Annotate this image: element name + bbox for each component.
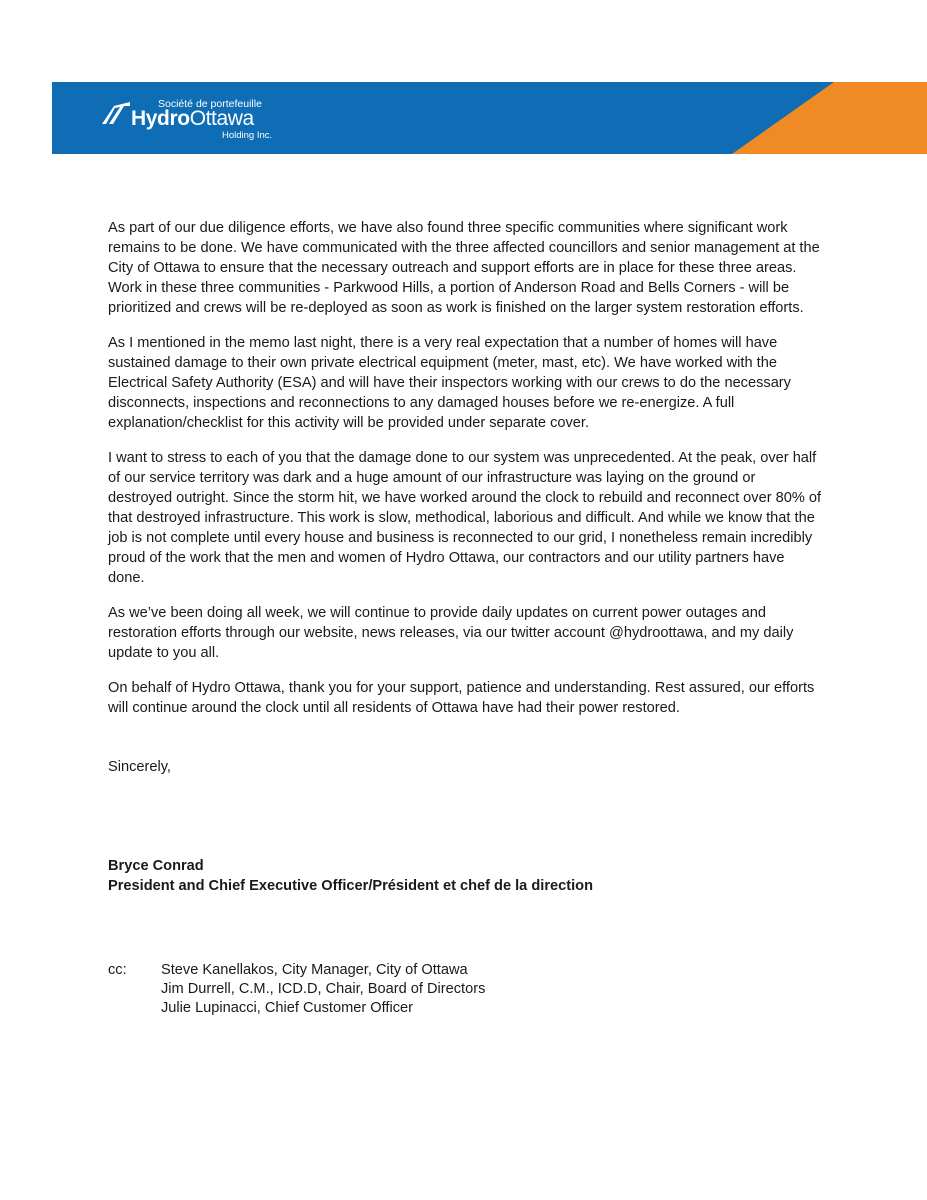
letterhead-banner — [52, 82, 927, 154]
paragraph-3: I want to stress to each of you that the damage done to our system was unprecedented. At the peak, over half of our service territory was dark and a huge amount of our infrastructure was laying on the ground or destroyed outright. Since the storm hit, we have worked around the clock to rebuild and reconnect over 80% of that destroyed infrastructure. This work is slow, methodical, laborious and difficult. And while we know that the job is not complete until every house and business is reconnected to our grid, I nonetheless remain incredibly proud of the work that the men and women of Hydro Ottawa, our contractors and our utility partners have done. — [108, 450, 822, 586]
cc-recipient: Steve Kanellakos, City Manager, City of Ottawa — [161, 962, 468, 978]
paragraph-1: As part of our due diligence efforts, we have also found three specific communities where significant work remains to be done. We have communicated with the three affected councillors and senior management at the City of Ottawa to ensure that the necessary outreach and support efforts are in place for these three areas. Work in these three communities - Parkwood Hills, a portion of Anderson Road and Bells Corners - will be prioritized and crews will be re-deployed as soon as work is finished on the larger system restoration efforts. — [108, 220, 820, 316]
hydro-ottawa-logo — [100, 96, 310, 144]
paragraph-4: As we’ve been doing all week, we will continue to provide daily updates on current power outages and restoration efforts through our website, news releases, via our twitter account @hydroottawa, and my daily update to you all. — [108, 605, 794, 661]
paragraph-2: As I mentioned in the memo last night, there is a very real expectation that a number of homes will have sustained damage to their own private electrical equipment (meter, mast, etc). We have worked with the Electrical Safety Authority (ESA) and will have their inspectors working with our crews to do the necessary disconnects, inspections and reconnections to any damaged houses before we re-energize. A full explanation/checklist for this activity will be provided under separate cover. — [108, 335, 791, 431]
signatory-name: Bryce Conrad — [108, 858, 204, 874]
closing-salutation: Sincerely, — [108, 759, 171, 775]
cc-recipient: Jim Durrell, C.M., ICD.D, Chair, Board of Directors — [161, 981, 486, 997]
logo-subtitle-top: Société de portefeuille — [158, 98, 262, 110]
logo-wordmark — [131, 107, 254, 131]
hydro-ottawa-logo-mark-icon — [100, 100, 130, 126]
signature-block — [108, 856, 593, 896]
letter-body — [108, 218, 823, 733]
cc-recipient-list — [161, 961, 485, 1018]
cc-label: cc: — [108, 962, 127, 978]
signatory-title: President and Chief Executive Officer/Président et chef de la direction — [108, 878, 593, 894]
cc-recipient: Julie Lupinacci, Chief Customer Officer — [161, 1000, 413, 1016]
logo-subtitle-bottom: Holding Inc. — [222, 130, 273, 141]
paragraph-5: On behalf of Hydro Ottawa, thank you for your support, patience and understanding. Rest assured, our efforts will continue around the clock until all residents of Ottawa have had their power restored. — [108, 680, 815, 716]
logo-wordmark-regular: Ottawa — [189, 107, 254, 130]
logo-wordmark-bold: Hydro — [131, 107, 190, 130]
